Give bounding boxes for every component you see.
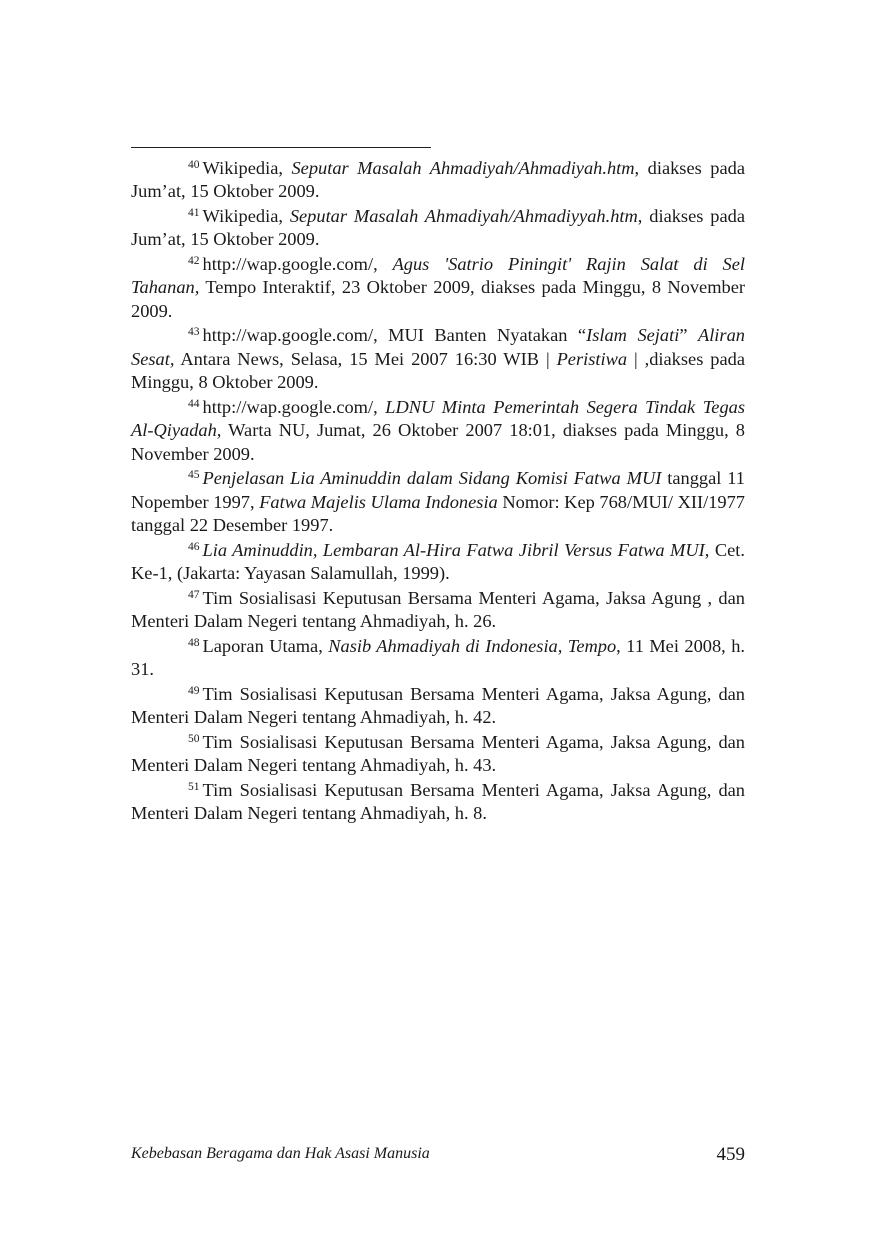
footnote-text: Laporan Utama,: [202, 635, 329, 656]
footnote-text: , Cet. Ke-1, (Jakarta: Yayasan Salamullah, 1999).: [131, 539, 745, 584]
footnote-text: http://wap.google.com/, MUI Banten Nyatakan “: [202, 325, 587, 346]
footnote-text: Tim Sosialisasi Keputusan Bersama Menteri Agama, Jaksa Agung, dan Menteri Dalam Negeri tentang Ahmadiyah, h. 8.: [131, 779, 745, 824]
footnote-text: http://wap.google.com/,: [202, 396, 386, 417]
footnote-separator: [131, 147, 431, 148]
page-number: 459: [716, 1144, 745, 1165]
footnote-text: Tim Sosialisasi Keputusan Bersama Menteri Agama, Jaksa Agung, dan Menteri Dalam Negeri tentang Ahmadiyah, h. 43.: [131, 731, 745, 776]
footnote-43: [131, 324, 745, 394]
footnote-italic-text: Peristiwa: [556, 348, 628, 369]
footnote-48: [131, 635, 745, 682]
footnote-number: 40: [188, 159, 200, 171]
footnote-text: Nomor: Kep 768/MUI/ XII/1977 tanggal 22 Desember 1997.: [131, 491, 745, 536]
footnote-text: ”: [679, 325, 698, 346]
footnote-italic-text: Fatwa Majelis Ulama Indonesia: [259, 491, 498, 512]
footnotes-list: [131, 157, 745, 827]
footnote-italic-text: Nasib Ahmadiyah di Indonesia, Tempo: [328, 635, 617, 656]
footnote-text: | ,diakses pada Minggu, 8 Oktober 2009.: [131, 348, 745, 393]
footnote-italic-text: Agus 'Satrio Piningit' Rajin Salat di Sel Tahanan,: [131, 254, 746, 298]
footnote-49: [131, 683, 745, 730]
footnote-number: 41: [188, 207, 200, 219]
footnote-text: Antara News, Selasa, 15 Mei 2007 16:30 WIB |: [174, 348, 557, 369]
footnote-text: tanggal 11 Nopember 1997,: [131, 468, 746, 512]
footnote-51: [131, 779, 745, 826]
footnote-number: 45: [188, 469, 200, 482]
footnote-number: 47: [188, 588, 200, 601]
footnote-50: [131, 731, 745, 778]
footnote-41: [131, 205, 745, 252]
footnote-46: [131, 539, 745, 586]
footnote-47: [131, 587, 745, 634]
footnote-text: Tempo Interaktif, 23 Oktober 2009, diakses pada Minggu, 8 November 2009.: [131, 277, 745, 321]
footnote-text: Wikipedia,: [202, 206, 290, 226]
footnote-text: Wikipedia,: [202, 158, 292, 178]
footnote-italic-text: LDNU Minta Pemerintah Segera Tindak Tegas Al-Qiyadah,: [131, 396, 745, 441]
footnote-40: [131, 157, 745, 204]
footnote-number: 48: [188, 636, 200, 649]
footnote-number: 44: [188, 397, 200, 410]
footnote-italic-text: Islam Sejati: [586, 325, 680, 346]
footnote-italic-text: Seputar Masalah Ahmadiyah/Ahmadiyyah.htm: [289, 206, 638, 226]
footnote-text: , 11 Mei 2008, h. 31.: [131, 635, 745, 680]
footnote-45: [131, 467, 745, 537]
footer-book-title: Kebebasan Beragama dan Hak Asasi Manusia: [131, 1145, 430, 1162]
footnote-text: Tim Sosialisasi Keputusan Bersama Menteri Agama, Jaksa Agung , dan Menteri Dalam Negeri tentang Ahmadiyah, h. 26.: [131, 587, 745, 632]
footnote-italic-text: Aliran Sesat,: [131, 325, 745, 369]
footnote-number: 43: [188, 326, 200, 339]
footnote-italic-text: Seputar Masalah Ahmadiyah/Ahmadiyah.htm: [291, 158, 635, 178]
footnote-number: 46: [188, 540, 200, 553]
footnote-text: , diakses pada Jum’at, 15 Oktober 2009.: [131, 158, 746, 202]
footnote-text: Warta NU, Jumat, 26 Oktober 2007 18:01, diakses pada Minggu, 8 November 2009.: [131, 420, 745, 464]
footnote-italic-text: Penjelasan Lia Aminuddin dalam Sidang Komisi Fatwa MUI: [202, 468, 662, 489]
footnote-number: 51: [188, 780, 200, 793]
footnote-number: 49: [188, 684, 200, 697]
footnote-italic-text: Lia Aminuddin, Lembaran Al-Hira Fatwa Jibril Versus Fatwa MUI: [202, 539, 705, 560]
footnote-text: , diakses pada Jum’at, 15 Oktober 2009.: [131, 206, 745, 250]
footnote-number: 50: [188, 732, 200, 745]
footnote-text: Tim Sosialisasi Keputusan Bersama Menteri Agama, Jaksa Agung, dan Menteri Dalam Negeri tentang Ahmadiyah, h. 42.: [131, 683, 745, 728]
footnote-number: 42: [188, 255, 200, 267]
footnote-text: http://wap.google.com/,: [202, 254, 393, 274]
footnote-44: [131, 396, 745, 466]
footnote-42: [131, 253, 745, 323]
